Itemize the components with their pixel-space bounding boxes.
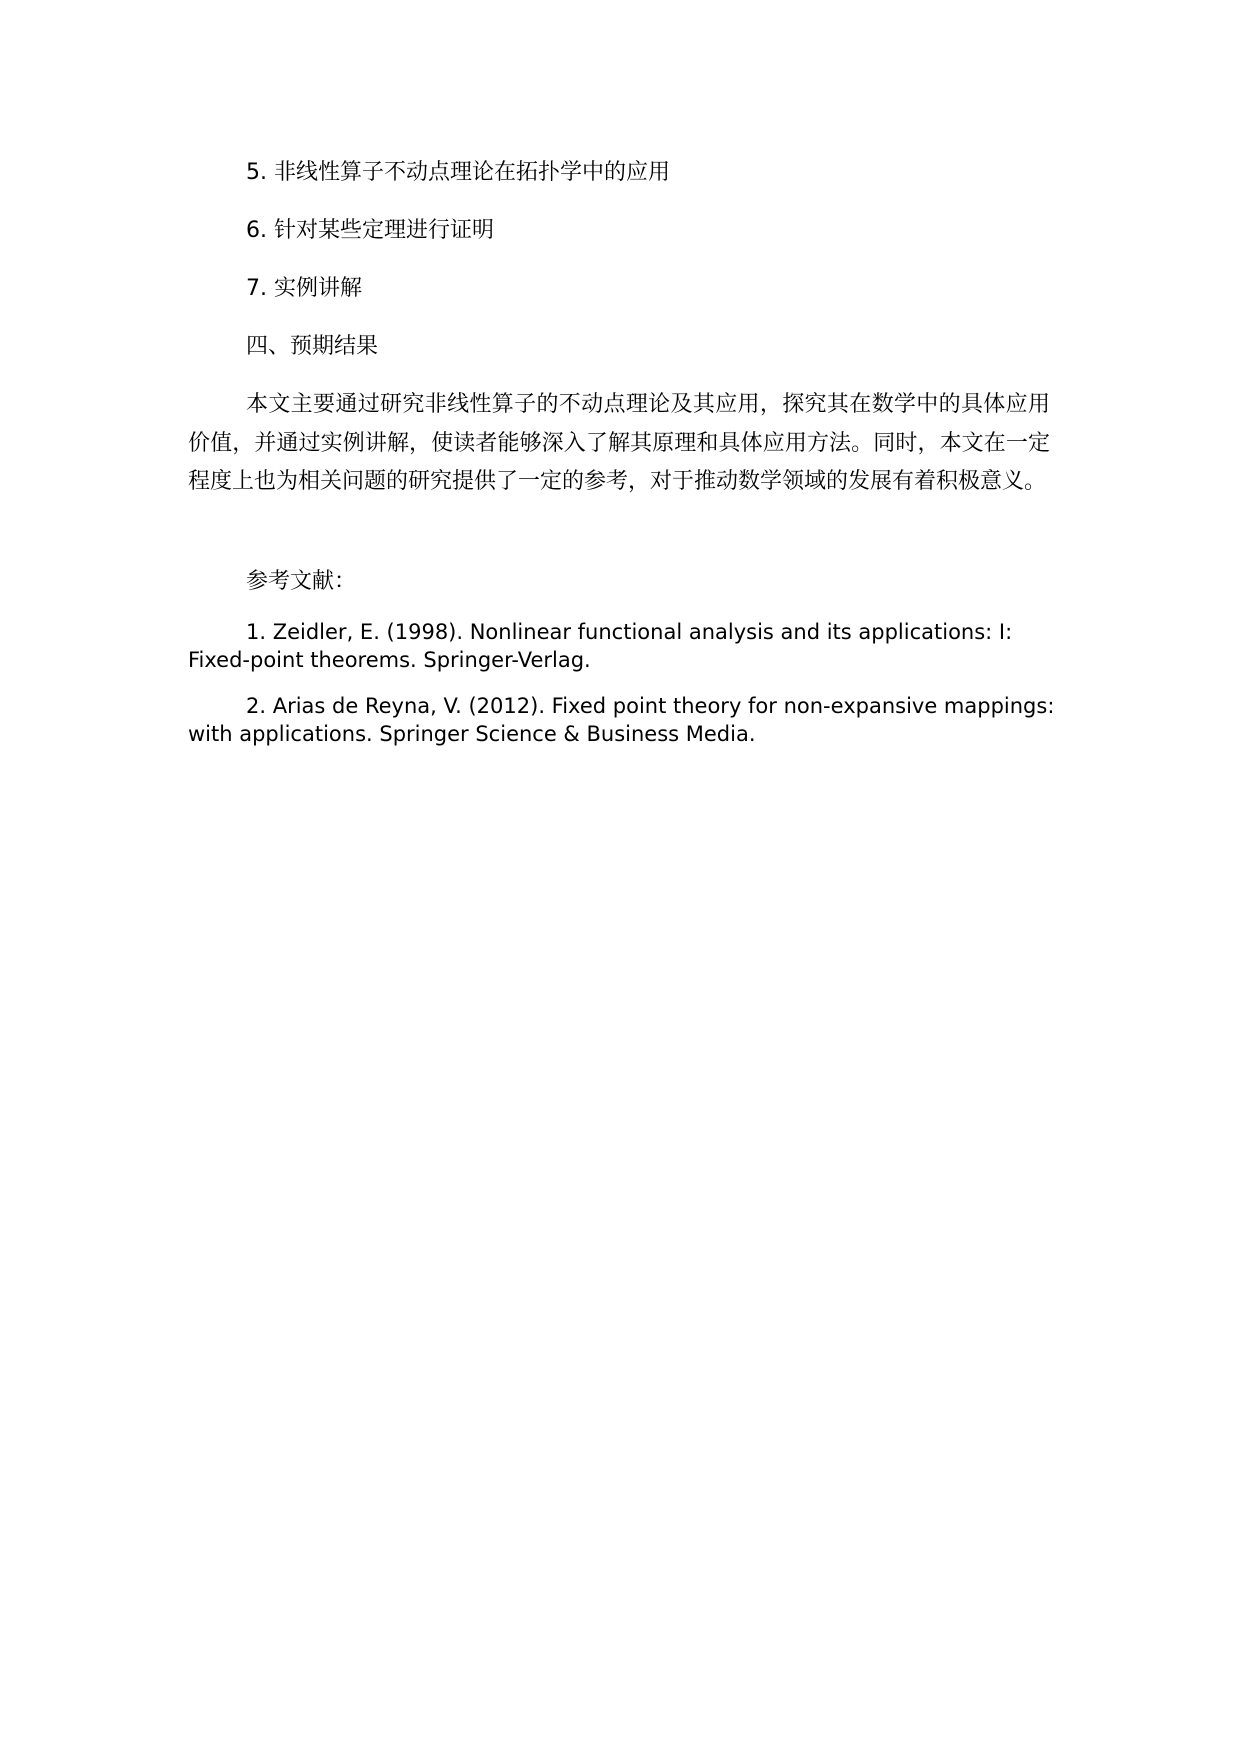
reference-item-2: 2. Arias de Reyna, V. (2012). Fixed point theory for non-expansive mappings: with applications. Springer Science & Business Media.	[188, 694, 1055, 746]
outline-item-7: 7. 实例讲解	[246, 276, 362, 301]
outline-item-5: 5. 非线性算子不动点理论在拓扑学中的应用	[246, 160, 670, 185]
references-heading: 参考文献：	[246, 569, 357, 594]
section-heading: 四、预期结果	[246, 334, 379, 359]
outline-item-6: 6. 针对某些定理进行证明	[246, 218, 494, 243]
reference-item-1: 1. Zeidler, E. (1998). Nonlinear functional analysis and its applications: I: Fixed-point theorems. Springer-Verlag.	[188, 620, 1013, 672]
expected-results-paragraph: 本文主要通过研究非线性算子的不动点理论及其应用，探究其在数学中的具体应用价值，并通过实例讲解，使读者能够深入了解其原理和具体应用方法。同时，本文在一定程度上也为相关问题的研究提供了一定的参考，对于推动数学领域的发展有着积极意义。	[188, 392, 1050, 494]
